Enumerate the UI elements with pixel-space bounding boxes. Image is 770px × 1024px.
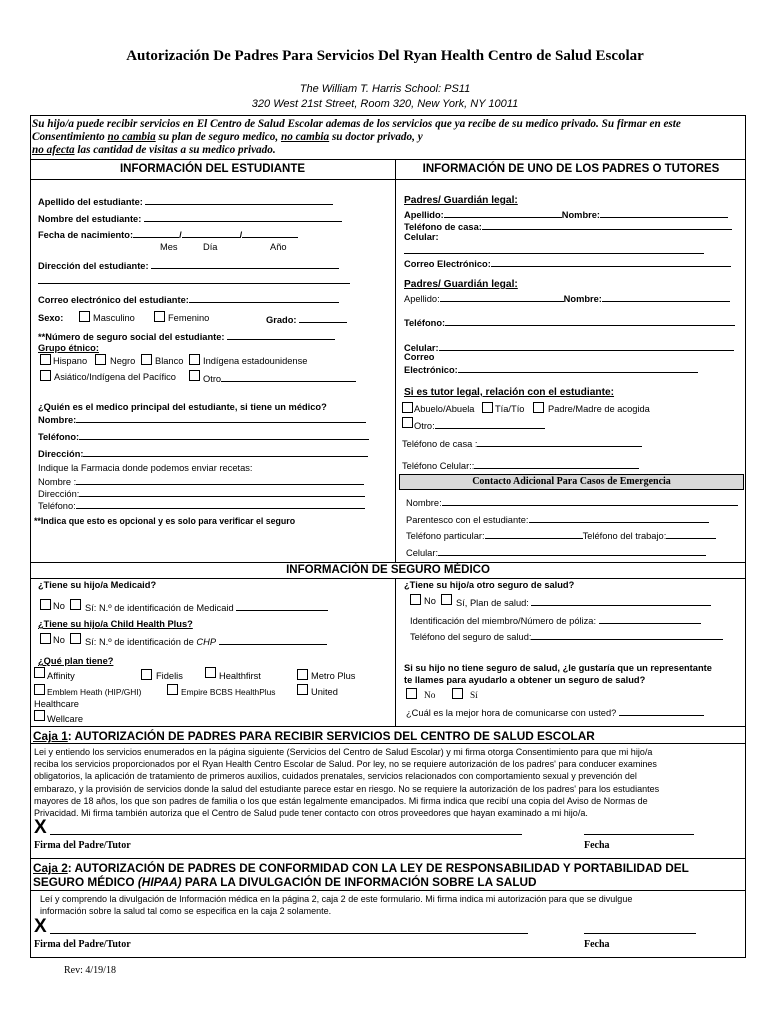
- emergency-name: Nombre:: [406, 496, 738, 508]
- divider: [30, 578, 746, 579]
- emblem-checkbox[interactable]: [34, 684, 45, 695]
- caja2-heading: Caja 2: AUTORIZACIÓN DE PADRES DE CONFORMIDAD CON LA LEY DE RESPONSABILIDAD Y PORTABILIDAD DEL SEGURO MÉDICO (HIPAA) PARA LA DIVULGACIÓN DE INFORMACIÓN SOBRE LA SALUD: [33, 861, 689, 889]
- guardian-2-email: Electrónico:: [404, 363, 698, 375]
- divider: [30, 562, 746, 563]
- rep-si-checkbox[interactable]: [452, 688, 463, 699]
- caja2-text: Leí y comprendo la divulgación de Información médica en la página 2, caja 2 de este formulario. Mi firma indica mi autorización para que se divulgue información sobre la salud tal como se especifica en la caja 2 solamente.: [40, 894, 633, 916]
- best-time-field: ¿Cuál es la mejor hora de comunicarse con usted?: [406, 706, 704, 718]
- caja1-signature-line[interactable]: [50, 834, 522, 835]
- frame-top: [30, 115, 746, 116]
- emergency-heading-bar: [399, 474, 744, 490]
- empire-checkbox[interactable]: [167, 684, 178, 695]
- female-checkbox[interactable]: [154, 311, 165, 322]
- dob-day-label: Día: [203, 242, 218, 252]
- school-name: The William T. Harris School: PS11: [299, 83, 471, 95]
- divider: [30, 743, 746, 744]
- insurance-heading: INFORMACIÓN DE SEGURO MÉDICO: [286, 564, 490, 576]
- chp-si-checkbox[interactable]: [70, 633, 81, 644]
- guardian-1-email: Correo Electrónico:: [404, 257, 731, 269]
- grade-field: Grado:: [266, 313, 347, 325]
- caja1-date-label: Fecha: [584, 840, 610, 851]
- pharmacy-address: Dirección:: [38, 487, 365, 499]
- hispano-label: Hispano: [53, 356, 88, 366]
- asiatico-label: Asiático/Indígena del Pacífico: [54, 372, 176, 382]
- foster-checkbox[interactable]: [533, 402, 544, 413]
- otro-relationship-field: Otro:: [414, 419, 545, 431]
- tio-checkbox[interactable]: [482, 402, 493, 413]
- student-name: Nombre del estudiante:: [38, 212, 342, 224]
- representative-question-2: te llames para ayudarlo a obtener un seguro de salud?: [404, 675, 646, 685]
- student-info-heading: INFORMACIÓN DEL ESTUDIANTE: [119, 163, 306, 175]
- caja1-date-line[interactable]: [584, 834, 694, 835]
- affinity-label: Affinity: [47, 671, 75, 681]
- united-checkbox[interactable]: [297, 684, 308, 695]
- emblem-label: Emblem Heath (HIP/GHI): [47, 687, 142, 697]
- wellcare-checkbox[interactable]: [34, 710, 45, 721]
- frame-right: [745, 115, 746, 958]
- tio-label: Tía/Tío: [495, 404, 525, 414]
- medicaid-si-checkbox[interactable]: [70, 599, 81, 610]
- ssn-field: **Número de seguro social del estudiante:: [38, 330, 335, 342]
- fidelis-label: Fidelis: [156, 671, 183, 681]
- column-divider: [395, 578, 396, 726]
- caja2-signature-label: Firma del Padre/Tutor: [34, 939, 131, 950]
- metroplus-checkbox[interactable]: [297, 669, 308, 680]
- guardian-1-cell-line[interactable]: [404, 253, 704, 254]
- optional-note: **Indica que esto es opcional y es solo para verificar el seguro: [34, 516, 296, 526]
- guardian-2-label: Padres/ Guardián legal:: [404, 279, 518, 290]
- guardian-1-home-phone: Teléfono de casa:: [404, 220, 732, 232]
- chp-no-checkbox[interactable]: [40, 633, 51, 644]
- frame-bottom: [30, 957, 746, 958]
- male-label: Masculino: [93, 313, 135, 323]
- caja1-signature-label: Firma del Padre/Tutor: [34, 840, 131, 851]
- student-last-name: Apellido del estudiante:: [38, 195, 333, 207]
- column-divider: [395, 159, 396, 562]
- guardian-2-phone: Teléfono:: [404, 316, 735, 328]
- rep-si-label: Sí: [470, 691, 478, 701]
- divider: [30, 890, 746, 891]
- emergency-relationship: Parentesco con el estudiante:: [406, 513, 709, 525]
- medicaid-no-checkbox[interactable]: [40, 599, 51, 610]
- otro-relationship-checkbox[interactable]: [402, 417, 413, 428]
- representative-question-1: Si su hijo no tiene seguro de salud, ¿le gustaría que un representante: [404, 663, 712, 673]
- divider: [30, 726, 746, 727]
- intro-paragraph: Su hijo/a puede recibir servicios en El Centro de Salud Escolar ademas de los servicios que ya recibe de su medico privado. Su firmar en este Consentimiento no cambia su plan de seguro medico, no cambia su doctor privado, y no afecta las cantidad de visitas a su medico privado.: [32, 118, 681, 156]
- guardian-2-email-label: Correo: [404, 352, 435, 362]
- otro-ethnic-checkbox[interactable]: [189, 370, 200, 381]
- other-no-checkbox[interactable]: [410, 594, 421, 605]
- tutor-relationship-label: Si es tutor legal, relación con el estudiante:: [404, 387, 615, 398]
- frame-left: [30, 115, 31, 958]
- other-si-field: Sí, Plan de salud:: [456, 596, 711, 608]
- pharmacy-phone: Teléfono:: [38, 499, 365, 511]
- other-insurance-question: ¿Tiene su hijo/a otro seguro de salud?: [404, 580, 575, 590]
- abuelo-label: Abuelo/Abuela: [414, 404, 475, 414]
- emergency-phone-row: Teléfono particular: Teléfono del trabajo:: [406, 529, 716, 541]
- guardian-2-cell: Celular:: [404, 341, 734, 353]
- divider: [30, 858, 746, 859]
- other-no-label: No: [424, 596, 436, 606]
- member-id-field: Identificación del miembro/Número de póliza:: [410, 614, 701, 626]
- healthfirst-checkbox[interactable]: [205, 667, 216, 678]
- student-dob: Fecha de nacimiento: / /: [38, 228, 298, 240]
- fidelis-checkbox[interactable]: [141, 669, 152, 680]
- indigena-checkbox[interactable]: [189, 354, 200, 365]
- healthfirst-label: Healthfirst: [219, 671, 261, 681]
- male-checkbox[interactable]: [79, 311, 90, 322]
- caja1-heading: Caja 1: AUTORIZACIÓN DE PADRES PARA RECIBIR SERVICIOS DEL CENTRO DE SALUD ESCOLAR: [33, 729, 595, 743]
- doctor-question: ¿Quién es el medico principal del estudiante, si tiene un médico?: [38, 402, 327, 412]
- tutor-cell-phone: Teléfono Celular::: [402, 459, 639, 471]
- negro-checkbox[interactable]: [95, 354, 106, 365]
- dob-year-label: Año: [270, 242, 287, 252]
- student-email: Correo electrónico del estudiante:: [38, 293, 339, 305]
- chp-question: ¿Tiene su hijo/a Child Health Plus?: [38, 619, 193, 629]
- pharmacy-name: Nombre :: [38, 475, 364, 487]
- guardian-1-label: Padres/ Guardián legal:: [404, 195, 518, 206]
- doctor-name: Nombre:: [38, 413, 366, 425]
- female-label: Femenino: [168, 313, 210, 323]
- form-title: Autorización De Padres Para Servicios Del Ryan Health Centro de Salud Escolar: [126, 48, 644, 64]
- caja2-signature-line[interactable]: [50, 933, 528, 934]
- blanco-checkbox[interactable]: [141, 354, 152, 365]
- student-address: Dirección del estudiante:: [38, 259, 339, 271]
- negro-label: Negro: [110, 356, 136, 366]
- asiatico-checkbox[interactable]: [40, 370, 51, 381]
- pharmacy-label: Indique la Farmacia donde podemos enviar recetas:: [38, 463, 253, 473]
- guardian-2-name-row: Apellido: Nombre:: [404, 292, 730, 304]
- dob-month-label: Mes: [160, 242, 178, 252]
- other-si-checkbox[interactable]: [441, 594, 452, 605]
- chp-si-field: Sí: N.º de identificación de CHP: [85, 635, 327, 647]
- hispano-checkbox[interactable]: [40, 354, 51, 365]
- tutor-home-phone: Teléfono de casa :: [402, 437, 642, 449]
- ethnic-group-label: Grupo étnico:: [38, 343, 99, 353]
- abuelo-checkbox[interactable]: [402, 402, 413, 413]
- divider: [30, 159, 746, 160]
- emergency-heading: Contacto Adicional Para Casos de Emergencia: [472, 476, 671, 487]
- foster-label: Padre/Madre de acogida: [548, 404, 650, 414]
- indigena-label: Indígena estadounidense: [203, 356, 308, 366]
- emergency-cell: Celular:: [406, 546, 706, 558]
- caja1-text: Lei y entiendo los servicios enumerados en la página siguiente (Servicios del Centro de Salud Escolar) y mi firma otorga Consentimiento para que mi hijo/a reciba los servicios proporcionados por el Ryan Health Centro Escolar de Salud. Por ley, no se requiere autorización de los padres' para conducer examines obligatorios, la aplicación de tratamiento de primeros auxilios, cuidados prenatales, servicios relacionados con comportamiento sexual y prevención del embarazo, y la provisión de servicios donde la salud del estudiante parece estar en riesgo. No se requiere la autorización de los padres' para los estudiantes mayores de 18 años, los que son padres de familia o los que están legalmente emancipados. Mi firma indica que recibí una copia del Aviso de Normas de Privacidad. Mi firma también autoriza que el Centro de Salud pude tener contacto con otros proveedores que hayan examinado a mi hijo/a.: [34, 747, 660, 819]
- divider: [30, 179, 746, 180]
- metroplus-label: Metro Plus: [311, 671, 356, 681]
- guardian-1-name-row: Apellido: Nombre:: [404, 208, 728, 220]
- doctor-phone: Teléfono:: [38, 430, 369, 442]
- insurance-phone-field: Teléfono del seguro de salud:: [410, 630, 723, 642]
- blanco-label: Blanco: [155, 356, 184, 366]
- wellcare-label: Wellcare: [47, 714, 83, 724]
- caja1-x-mark: X: [34, 817, 47, 838]
- medicaid-no-label: No: [53, 601, 65, 611]
- medicaid-question: ¿Tiene su hijo/a Medicaid?: [38, 580, 157, 590]
- rep-no-label: No: [424, 691, 436, 701]
- revision-date: Rev: 4/19/18: [64, 965, 116, 976]
- chp-no-label: No: [53, 635, 65, 645]
- plan-question: ¿Qué plan tiene?: [38, 656, 114, 666]
- otro-ethnic-field: Otro: [203, 372, 356, 384]
- caja2-date-line[interactable]: [584, 933, 696, 934]
- guardian-1-cell: Celular:: [404, 232, 439, 242]
- united-label: United: [311, 687, 338, 697]
- address-line-2[interactable]: [38, 283, 350, 284]
- school-address: 320 West 21st Street, Room 320, New York, NY 10011: [251, 98, 519, 110]
- empire-label: Empire BCBS HealthPlus: [181, 687, 276, 697]
- parent-info-heading: INFORMACIÓN DE UNO DE LOS PADRES O TUTORES: [422, 163, 720, 175]
- medicaid-si-field: Sí: N.º de identificación de Medicaid: [85, 601, 328, 613]
- affinity-checkbox[interactable]: [34, 667, 45, 678]
- caja2-date-label: Fecha: [584, 939, 610, 950]
- united-healthcare-label: Healthcare: [34, 699, 79, 709]
- rep-no-checkbox[interactable]: [406, 688, 417, 699]
- sex-label: Sexo:: [38, 313, 64, 323]
- caja2-x-mark: X: [34, 916, 47, 937]
- doctor-address: Dirección:: [38, 447, 368, 459]
